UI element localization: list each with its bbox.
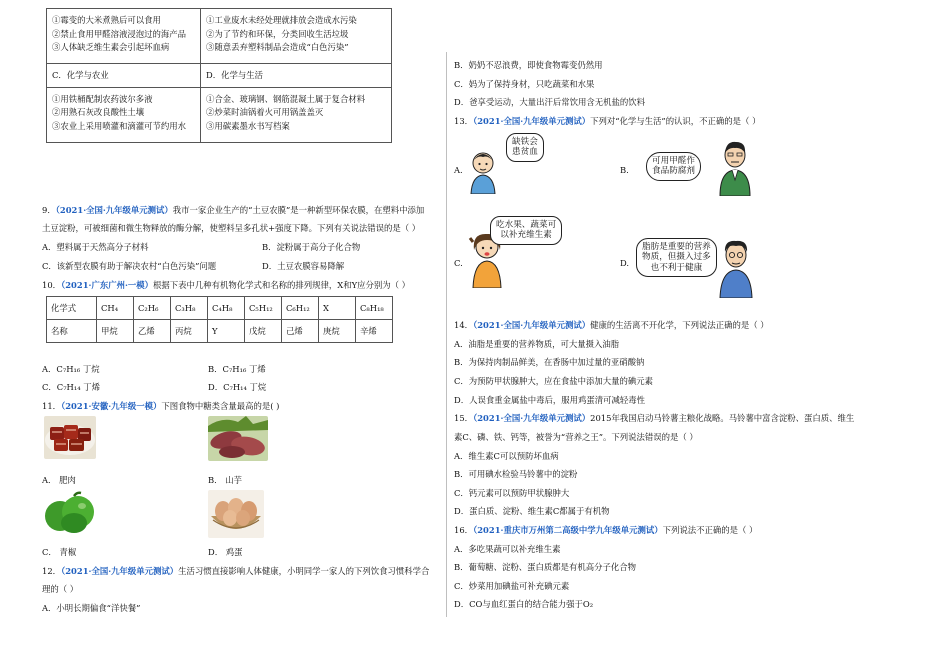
column-divider	[446, 52, 447, 617]
cell-r1c1	[47, 9, 201, 64]
q15-stem-line2: 素C、磷、铁、钙等，被誉为“营养之王”。下列说法错误的是（ ）	[454, 432, 698, 442]
q9-option-c: C．该新型农膜有助于解决农村“白色污染”问题	[42, 261, 217, 271]
q15-option-c: C．钙元素可以预防甲状腺肿大	[454, 488, 570, 498]
formula-row: 化学式 CH₄ C₂H₆ C₃H₈ C₄H₈ C₅H₁₂ C₆H₁₂ X C₈H₁₈	[47, 297, 393, 320]
q12-option-d: D．爸享受运动，大量出汗后常饮用含无机盐的饮料	[454, 97, 645, 107]
q12-source: （2021·全国·九年级单元测试）	[61, 566, 179, 576]
q9-source: （2021·全国·九年级单元测试）	[55, 205, 173, 215]
q11-option-b: B． 山芋	[208, 475, 242, 485]
cell-line: ②禁止食用甲醛溶液浸泡过的海产品	[52, 28, 186, 39]
q10-option-d: D．C₇H₁₄ 丁烷	[208, 382, 267, 392]
cell-r3c2	[201, 87, 392, 142]
q9-option-d: D．土豆农膜容易降解	[262, 261, 345, 271]
knowledge-table	[46, 8, 392, 143]
q9-stem: 9．（2021·全国·九年级单元测试）我市一家企业生产的“土豆农膜”是一种新型环保农膜，在塑料中添加	[42, 205, 425, 215]
q14-stem: 14．（2021·全国·九年级单元测试）健康的生活离不开化学，下列说法正确的是（ ）	[454, 320, 769, 330]
man-figure-icon	[716, 140, 754, 196]
eggs-basket-image	[208, 490, 264, 538]
q12-option-c: C．妈为了保持身材，只吃蔬菜和水果	[454, 79, 595, 89]
cell-line: ①合金、玻璃钢、钢筋混凝土属于复合材料	[206, 93, 366, 104]
boy-with-glasses-figure-icon	[716, 240, 756, 298]
q15-source: （2021·全国·九年级单元测试）	[473, 413, 591, 423]
cell-r2c1: C．化学与农业	[47, 64, 201, 88]
q16-option-b: B．葡萄糖、淀粉、蛋白质都是有机高分子化合物	[454, 562, 637, 572]
q13-option-d: D.	[620, 258, 630, 268]
q10-source: （2021·广东广州·一模）	[61, 280, 153, 290]
q12-option-b: B．奶奶不忍浪费，即使食物霉变仍然用	[454, 60, 603, 70]
sweet-potato-image	[208, 416, 268, 461]
cell-line: ③农业上采用喷灌和滴灌可节约用水	[52, 120, 186, 131]
q16-source: （2021·重庆市万州第二高级中学九年级单元测试）	[473, 525, 663, 535]
cell-line: ②为了节约和环保，分类回收生活垃圾	[206, 28, 349, 39]
q13-stem: 13．（2021·全国·九年级单元测试）下列对“化学与生活”的认识，不正确的是（ ）	[454, 116, 761, 126]
cell-r1c2	[201, 9, 392, 64]
q14-option-c: C．为预防甲状腺肿大，应在食盐中添加大量的碘元素	[454, 376, 654, 386]
q13-option-b: B.	[620, 165, 629, 175]
q11-option-d: D． 鸡蛋	[208, 547, 243, 557]
q11-stem: 11．（2021·安徽·九年级一模）下图食物中糖类含量最高的是( )	[42, 401, 280, 411]
speech-bubble-b: 可用甲醛作 食品防腐剂	[646, 152, 701, 181]
q14-option-a: A．油脂是重要的营养物质，可大量摄入油脂	[454, 339, 620, 349]
q12-stem: 12．（2021·全国·九年级单元测试）生活习惯直接影响人体健康，小明同学一家人的下列饮食习惯科学合	[42, 566, 430, 576]
speech-bubble-d: 脂肪是重要的营养 物质，但摄入过多 也不利于健康	[636, 238, 717, 277]
q14-option-d: D．人误食重金属盐中毒后，服用鸡蛋清可减轻毒性	[454, 395, 645, 405]
q15-option-d: D．蛋白质、淀粉、维生素C都属于有机物	[454, 506, 610, 516]
green-pepper-image	[44, 490, 96, 534]
q11-option-a: A． 肥肉	[42, 475, 76, 485]
q11-option-c: C． 青椒	[42, 547, 77, 557]
q10-stem: 10．（2021·广东广州·一模）根据下表中几种有机物化学式和名称的排列规律，X和Y应分别为（ ）	[42, 280, 411, 290]
q13-source: （2021·全国·九年级单元测试）	[473, 116, 591, 126]
cell-line: ①工业废水未经处理就排放会造成水污染	[206, 15, 357, 25]
formula-table	[46, 296, 393, 343]
q16-stem: 16．（2021·重庆市万州第二高级中学九年级单元测试）下列说法不正确的是（ ）	[454, 525, 758, 535]
q15-option-b: B．可用碘水检验马铃薯中的淀粉	[454, 469, 578, 479]
name-row: 名称 甲烷 乙烯 丙烷 Y 戊烷 己烯 庚烷 辛烯	[47, 320, 393, 343]
cell-line: ②炒菜时油锅着火可用锅盖盖灭	[206, 107, 324, 117]
q16-option-d: D．CO与血红蛋白的结合能力强于O₂	[454, 599, 594, 609]
q11-source: （2021·安徽·九年级一模）	[61, 401, 162, 411]
braised-pork-image	[44, 416, 96, 459]
cell-line: ③人体缺乏维生素会引起坏血病	[52, 42, 170, 52]
q9-option-b: B．淀粉属于高分子化合物	[262, 242, 361, 252]
cell-r3c1	[47, 87, 201, 142]
q13-option-a: A.	[454, 165, 463, 175]
q12-stem-line2: 理的（ ）	[42, 584, 79, 594]
cell-line: ①霉变的大米煮熟后可以食用	[52, 15, 161, 25]
cell-line: ③随意丢弃塑料制品会造成“白色污染”	[206, 42, 349, 52]
q15-option-a: A．维生素C可以预防坏血病	[454, 451, 559, 461]
q14-source: （2021·全国·九年级单元测试）	[473, 320, 591, 330]
cell-r2c2: D．化学与生活	[201, 64, 392, 88]
cell-line: ②用熟石灰改良酸性土壤	[52, 107, 145, 117]
q10-option-b: B．C₇H₁₆ 丁烯	[208, 364, 266, 374]
q16-option-a: A．多吃果蔬可以补充维生素	[454, 544, 561, 554]
q16-option-c: C．炒菜用加碘盐可补充碘元素	[454, 581, 570, 591]
q10-option-c: C．C₇H₁₄ 丁烯	[42, 382, 100, 392]
q9-stem-line2: 土豆淀粉，可被细菌和微生物释放的酶分解，使塑料呈多孔状+强度下降。下列有关说法错误的是（ ）	[42, 223, 421, 233]
speech-bubble-c: 吃水果、蔬菜可 以补充维生素	[490, 216, 562, 245]
q14-option-b: B．为保持肉制品鲜美，在香肠中加过量的亚硝酸钠	[454, 357, 645, 367]
q15-stem: 15．（2021·全国·九年级单元测试）2015年我国启动马铃薯主粮化战略。马铃薯中富含淀粉、蛋白质、维生	[454, 413, 855, 423]
speech-bubble-a: 缺铁会 患贫血	[506, 133, 544, 162]
q10-option-a: A．C₇H₁₆ 丁烷	[42, 364, 100, 374]
cell-line: ③用碳素墨水书写档案	[206, 120, 290, 131]
boy-figure-icon	[466, 150, 500, 194]
cell-line: ①用铁桶配制农药波尔多液	[52, 93, 153, 104]
q12-option-a: A．小明长期偏食“洋快餐”	[42, 603, 141, 613]
q9-option-a: A．塑料属于天然高分子材料	[42, 242, 149, 252]
q13-option-c: C.	[454, 258, 463, 268]
